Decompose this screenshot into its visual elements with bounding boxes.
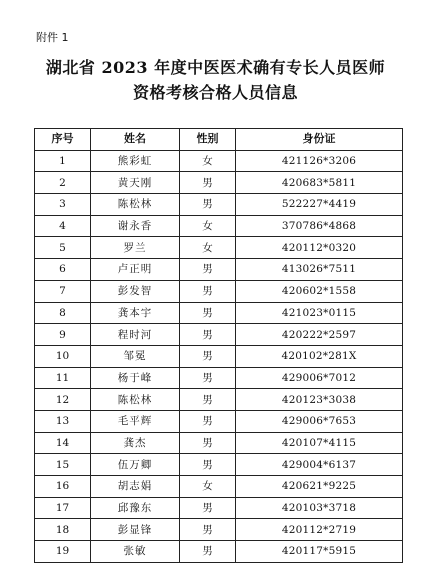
cell-index: 4: [35, 215, 91, 237]
cell-gender: 男: [180, 432, 236, 454]
cell-gender: 男: [180, 367, 236, 389]
cell-gender: 男: [180, 280, 236, 302]
cell-id-number: 522227*4419: [236, 194, 403, 216]
cell-id-number: 429006*7653: [236, 410, 403, 432]
cell-gender: 男: [180, 519, 236, 541]
cell-name: 杨于峰: [91, 367, 180, 389]
column-header-gender: 性别: [180, 129, 236, 151]
table-row: [35, 302, 403, 324]
cell-name: 程时河: [91, 324, 180, 346]
cell-name: 黄天刚: [91, 172, 180, 194]
cell-gender: 男: [180, 541, 236, 563]
table-row: [35, 259, 403, 281]
cell-gender: 男: [180, 324, 236, 346]
cell-name: 龚杰: [91, 432, 180, 454]
cell-index: 14: [35, 432, 91, 454]
cell-name: 邹冕: [91, 345, 180, 367]
cell-id-number: 420117*5915: [236, 541, 403, 563]
cell-index: 7: [35, 280, 91, 302]
cell-index: 9: [35, 324, 91, 346]
cell-gender: 女: [180, 476, 236, 498]
cell-name: 熊彩虹: [91, 150, 180, 172]
table-row: [35, 410, 403, 432]
qualified-personnel-table: [34, 128, 403, 563]
cell-name: 邱豫东: [91, 497, 180, 519]
column-header-name: 姓名: [91, 129, 180, 151]
cell-index: 6: [35, 259, 91, 281]
cell-id-number: 420621*9225: [236, 476, 403, 498]
cell-gender: 男: [180, 172, 236, 194]
cell-id-number: 429004*6137: [236, 454, 403, 476]
document-title-line-1: 湖北省 2023 年度中医医术确有专长人员医师: [45, 58, 386, 77]
table-row: [35, 519, 403, 541]
cell-id-number: 413026*7511: [236, 259, 403, 281]
table-header-row: [35, 129, 403, 151]
cell-id-number: 420107*4115: [236, 432, 403, 454]
cell-name: 龚本宇: [91, 302, 180, 324]
cell-gender: 男: [180, 410, 236, 432]
cell-id-number: 420123*3038: [236, 389, 403, 411]
cell-name: 伍万卿: [91, 454, 180, 476]
cell-name: 张敏: [91, 541, 180, 563]
table-row: [35, 324, 403, 346]
cell-name: 胡志娟: [91, 476, 180, 498]
cell-id-number: 420103*3718: [236, 497, 403, 519]
table-row: [35, 454, 403, 476]
cell-name: 毛平辉: [91, 410, 180, 432]
table-row: [35, 215, 403, 237]
attachment-label: 附件 1: [36, 31, 69, 44]
table-row: [35, 237, 403, 259]
cell-index: 5: [35, 237, 91, 259]
cell-name: 彭发智: [91, 280, 180, 302]
cell-gender: 男: [180, 389, 236, 411]
cell-gender: 男: [180, 454, 236, 476]
cell-index: 3: [35, 194, 91, 216]
cell-name: 卢正明: [91, 259, 180, 281]
cell-gender: 男: [180, 497, 236, 519]
table-row: [35, 150, 403, 172]
cell-name: 陈松林: [91, 389, 180, 411]
cell-id-number: 429006*7012: [236, 367, 403, 389]
table-row: [35, 172, 403, 194]
cell-gender: 女: [180, 150, 236, 172]
table-row: [35, 432, 403, 454]
table-row: [35, 194, 403, 216]
table-row: [35, 345, 403, 367]
cell-id-number: 420112*0320: [236, 237, 403, 259]
cell-gender: 女: [180, 215, 236, 237]
cell-name: 谢永香: [91, 215, 180, 237]
cell-index: 13: [35, 410, 91, 432]
table-row: [35, 367, 403, 389]
cell-gender: 男: [180, 345, 236, 367]
table-row: [35, 476, 403, 498]
cell-index: 19: [35, 541, 91, 563]
cell-gender: 女: [180, 237, 236, 259]
cell-id-number: 420112*2719: [236, 519, 403, 541]
table-row: [35, 389, 403, 411]
cell-index: 18: [35, 519, 91, 541]
cell-id-number: 421023*0115: [236, 302, 403, 324]
cell-gender: 男: [180, 259, 236, 281]
cell-index: 15: [35, 454, 91, 476]
table-row: [35, 541, 403, 563]
cell-index: 12: [35, 389, 91, 411]
table-row: [35, 280, 403, 302]
cell-id-number: 370786*4868: [236, 215, 403, 237]
cell-id-number: 420683*5811: [236, 172, 403, 194]
cell-id-number: 420602*1558: [236, 280, 403, 302]
cell-index: 1: [35, 150, 91, 172]
cell-name: 彭显锋: [91, 519, 180, 541]
cell-id-number: 420222*2597: [236, 324, 403, 346]
cell-index: 2: [35, 172, 91, 194]
cell-index: 8: [35, 302, 91, 324]
cell-name: 陈松林: [91, 194, 180, 216]
cell-gender: 男: [180, 302, 236, 324]
cell-index: 10: [35, 345, 91, 367]
table-row: [35, 497, 403, 519]
cell-index: 16: [35, 476, 91, 498]
cell-index: 11: [35, 367, 91, 389]
column-header-id-number: 身份证: [236, 129, 403, 151]
document-title-line-2: 资格考核合格人员信息: [132, 83, 298, 102]
cell-name: 罗兰: [91, 237, 180, 259]
cell-gender: 男: [180, 194, 236, 216]
cell-id-number: 421126*3206: [236, 150, 403, 172]
cell-index: 17: [35, 497, 91, 519]
column-header-index: 序号: [35, 129, 91, 151]
cell-id-number: 420102*281X: [236, 345, 403, 367]
